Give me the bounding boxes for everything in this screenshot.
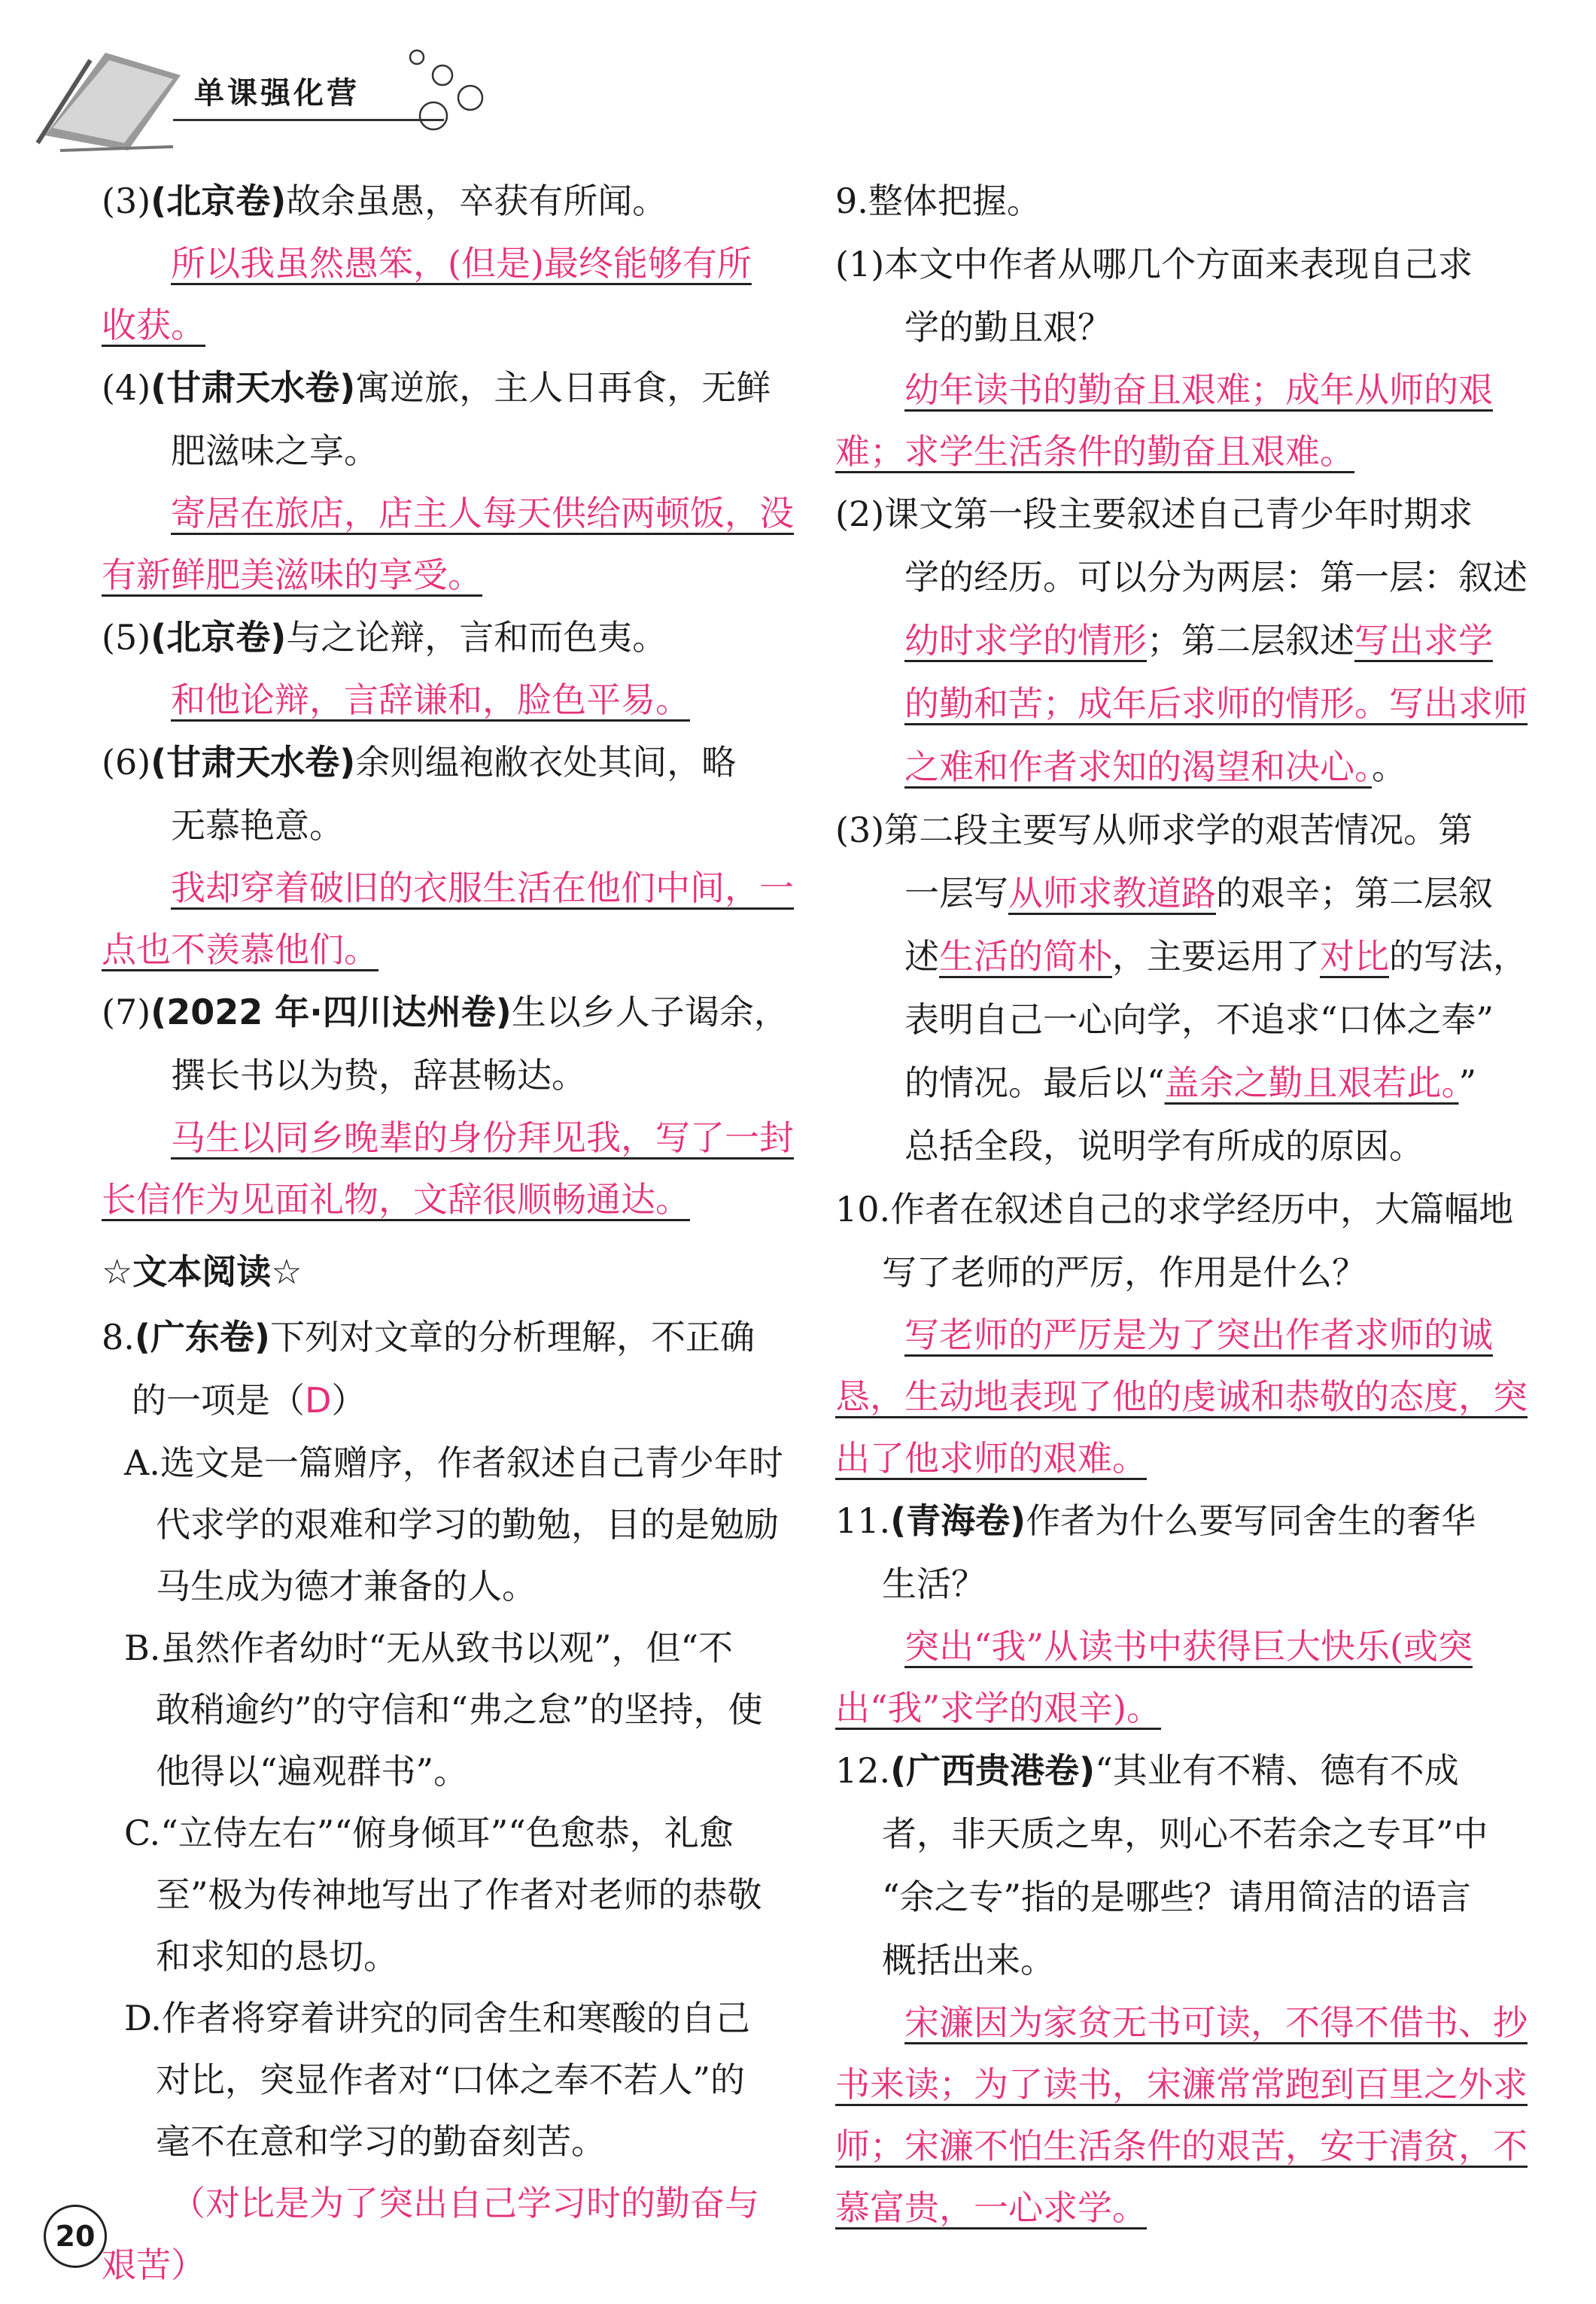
answer-10: 写老师的严厉是为了突出作者求师的诚 bbox=[904, 1315, 1493, 1355]
question-11: 11.(青海卷)作者为什么要写同舍生的奢华 bbox=[835, 1500, 1476, 1541]
answer-3: 所以我虽然愚笨，(但是)最终能够有所 bbox=[171, 243, 752, 284]
answer-11: 突出“我”从读书中获得巨大快乐(或突 bbox=[904, 1626, 1473, 1667]
question-9: 9.整体把握。 bbox=[835, 181, 1041, 221]
page-number: 20 bbox=[44, 2205, 107, 2268]
right-column: 9.整体把握。 (1)本文中作者从哪几个方面来表现自己求 学的勤且艰？ 幼年读书的勤奋且艰难；成年从师的艰 难；求学生活条件的勤奋且艰难。 (2)课文第一段主要叙述自己青少年时期求 学的经历。可以分为两层：第一层：叙述 幼时求学的情形；第二层叙述写出求学 的勤和苦；成年后求师的情形。写出求师 之难和作者求知的渴望和决心。。 (3)第二段主要写从师求学的艰苦情况。第 一层写从师求教道路的艰辛；第二层叙 述生活的简朴，主要运用了对比的写法， 表明自己一心向学，不追求“口体之奉” 的情况。最后以“盖余之勤且艰若此。” 总括全段，说明学有所成的原因。 10.作者在叙述自己的求学经历中，大篇幅地 写了老师的严厉，作用是什么？ 写老师的严厉是为了突出作者求师的诚 恳，生动地表现了他的虔诚和恭敬的态度，突 出了他求师的艰难。 11.(青海卷)作者为什么要写同舍生的奢华 生活？ 突出“我”从读书中获得巨大快乐(或突 出“我”求学的艰辛)。 12.(广西贵港卷)“其业有不精、德有不成 者，非天质之卑，则心不若余之专耳”中 “余之专”指的是哪些？请用简洁的语言 概括出来。 宋濂因为家贫无书可读，不得不借书、抄 书来读；为了读书，宋濂常常跑到百里之外求 师；宋濂不怕生活条件的艰苦，安于清贫，不 慕富贵，一心求学。 bbox=[835, 169, 1535, 2239]
page-header bbox=[0, 0, 1596, 150]
question-8: 8.(广东卷)下列对文章的分析理解，不正确 bbox=[102, 1317, 755, 1357]
option-a: A.选文是一篇赠序，作者叙述自己青少年时 代求学的艰难和学习的勤勉，目的是勉励 马生成为德才兼备的人。 bbox=[124, 1442, 783, 1606]
answer-4: 寄居在旅店，店主人每天供给两顿饭，没 bbox=[171, 493, 794, 533]
question-7: (7)(2022 年·四川达州卷)生以乡人子谒余， bbox=[102, 992, 789, 1032]
left-column: (3)(北京卷)故余虽愚，卒获有所闻。 所以我虽然愚笨，(但是)最终能够有所 收获。 (4)(甘肃天水卷)寓逆旅，主人日再食，无鲜 肥滋味之享。 寄居在旅店，店主人每天供给两顿饭，没 有新鲜肥美滋味的享受。 (5)(北京卷)与之论辩，言和而色夷。 和他论辩，言辞谦和，脸色平易。 (6)(甘肃天水卷)余则缊袍敝衣处其间，略 无慕艳意。 我却穿着破旧的衣服生活在他们中间，一 点也不羡慕他们。 (7)(2022 年·四川达州卷)生以乡人子谒余， 撰长书以为贽，辞甚畅达。 马生以同乡晚辈的身份拜见我，写了一封 长信作为见面礼物，文辞很顺畅通达。 ☆文本阅读☆ 8.(广东卷)下列对文章的分析理解，不正确 的一项是（D） A.选文是一篇赠序，作者叙述自己青少年时 代求学的艰难和学习的勤勉，目的是勉励 马生成为德才兼备的人。 B.虽然作者幼时“无从致书以观”，但“不 敢稍逾约”的守信和“弗之怠”的坚持，使 他得以“遍观群书”。 C.“立侍左右”“俯身倾耳”“色愈恭，礼愈 至”极为传神地写出了作者对老师的恭敬 和求知的恳切。 D.作者将穿着讲究的同舍生和寒酸的自己 对比，突显作者对“口体之奉不若人”的 毫不在意和学习的勤奋刻苦。 （对比是为了突出自己学习时的勤奋与 艰苦） bbox=[102, 169, 798, 2296]
question-12: 12.(广西贵港卷)“其业有不精、德有不成 bbox=[835, 1750, 1459, 1791]
question-9-1: (1)本文中作者从哪几个方面来表现自己求 bbox=[835, 244, 1473, 284]
question-9-2: (2)课文第一段主要叙述自己青少年时期求 bbox=[835, 494, 1473, 534]
question-9-3: (3)第二段主要写从师求学的艰苦情况。第 bbox=[835, 810, 1473, 850]
choice-answer: D bbox=[305, 1380, 332, 1421]
header-rule bbox=[173, 119, 444, 121]
answer-6: 我却穿着破旧的衣服生活在他们中间，一 bbox=[171, 868, 794, 908]
answer-12: 宋濂因为家贫无书可读，不得不借书、抄 bbox=[904, 2002, 1528, 2043]
option-d: D.作者将穿着讲究的同舍生和寒酸的自己 对比，突显作者对“口体之奉不若人”的 毫不在意和学习的勤奋刻苦。 bbox=[124, 1998, 750, 2162]
answer-8-note: （对比是为了突出自己学习时的勤奋与 bbox=[171, 2183, 759, 2223]
header-title: 单课强化营 bbox=[194, 76, 360, 111]
answer-5: 和他论辩，言辞谦和，脸色平易。 bbox=[171, 679, 690, 720]
option-c: C.“立侍左右”“俯身倾耳”“色愈恭，礼愈 至”极为传神地写出了作者对老师的恭敬 和求知的恳切。 bbox=[124, 1813, 762, 1977]
question-6: (6)(甘肃天水卷)余则缊袍敝衣处其间，略 bbox=[102, 742, 737, 783]
book-pen-icon bbox=[30, 30, 203, 158]
answer-7: 马生以同乡晚辈的身份拜见我，写了一封 bbox=[171, 1117, 794, 1158]
option-b: B.虽然作者幼时“无从致书以观”，但“不 敢稍逾约”的守信和“弗之怠”的坚持，使 他得以“遍观群书”。 bbox=[124, 1628, 763, 1792]
question-5: (5)(北京卷)与之论辩，言和而色夷。 bbox=[102, 617, 667, 658]
bubbles-icon bbox=[406, 47, 489, 137]
answer-9-1: 幼年读书的勤奋且艰难；成年从师的艰 bbox=[904, 369, 1493, 410]
question-10: 10.作者在叙述自己的求学经历中，大篇幅地 bbox=[835, 1189, 1514, 1230]
question-3: (3)(北京卷)故余虽愚，卒获有所闻。 bbox=[102, 181, 667, 221]
question-4: (4)(甘肃天水卷)寓逆旅，主人日再食，无鲜 bbox=[102, 367, 771, 408]
section-heading: ☆文本阅读☆ bbox=[102, 1251, 302, 1292]
